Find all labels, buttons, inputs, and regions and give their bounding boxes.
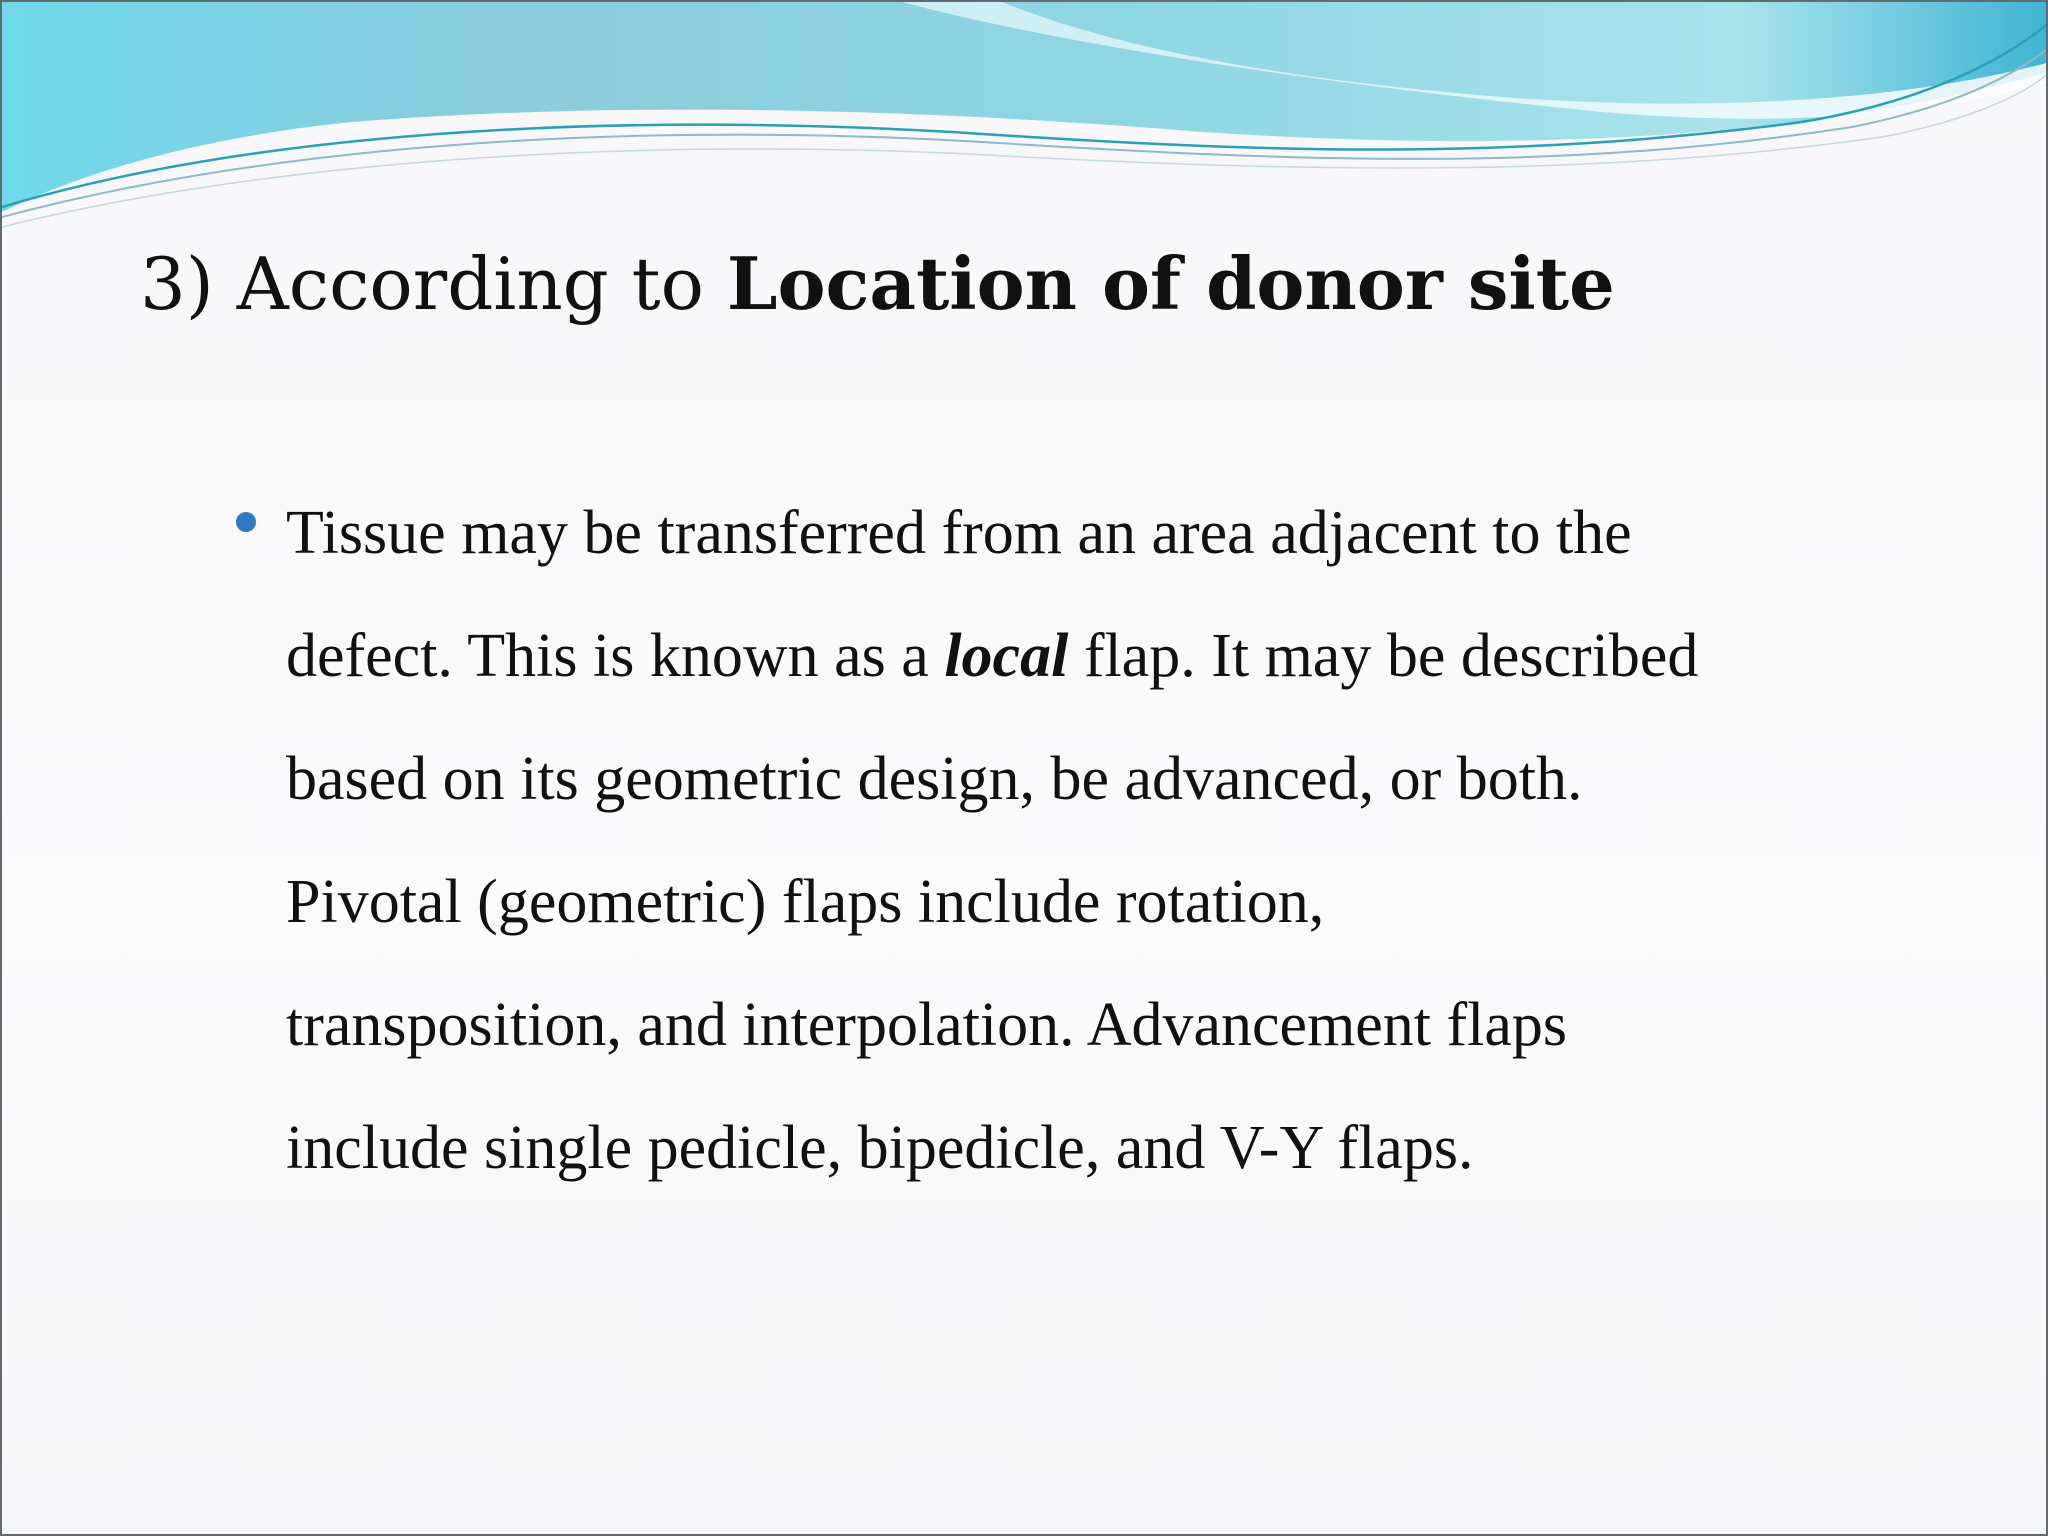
bullet-line-text: based on its geometric design, be advanced, or both. (286, 745, 1583, 813)
bullet-line-text: Tissue may be transferred from an area adjacent to the (286, 499, 1632, 567)
slide-title (140, 234, 1615, 334)
bullet-point (286, 472, 2006, 1210)
bullet-line-1 (286, 472, 2006, 595)
bullet-line-4 (286, 841, 2006, 964)
bullet-line-6 (286, 1087, 2006, 1210)
bullet-line-text: transposition, and interpolation. Advancement flaps (286, 991, 1568, 1059)
emphasis-local: local (944, 622, 1069, 690)
bullet-line-text: flap. It may be described (1068, 622, 1699, 690)
bullet-line-text: defect. This is known as a (286, 622, 945, 690)
bullet-line-text: Pivotal (geometric) flaps include rotation, (286, 868, 1325, 936)
bullet-dot-icon (236, 512, 256, 532)
bullet-line-3 (286, 718, 2006, 841)
bullet-line-2 (286, 595, 2006, 718)
bullet-line-5 (286, 964, 2006, 1087)
bullet-line-text: include single pedicle, bipedicle, and V-Y flaps. (286, 1114, 1474, 1182)
header-wave-decoration (2, 2, 2048, 242)
title-prefix: 3) According to (140, 242, 727, 326)
title-emphasis: Location of donor site (726, 241, 1615, 326)
